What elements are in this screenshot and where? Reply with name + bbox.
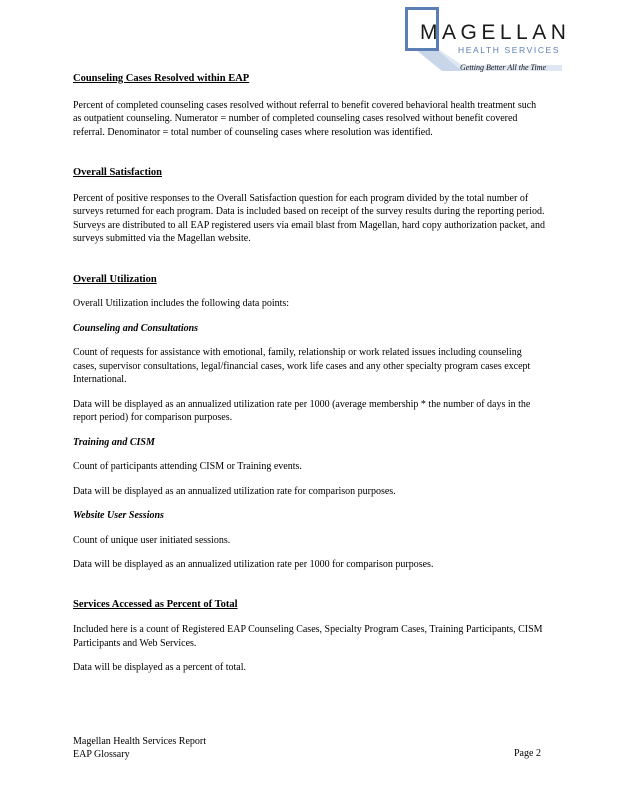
subsection-title: Training and CISM <box>73 436 155 448</box>
footer-document-name: EAP Glossary <box>73 749 130 760</box>
subsection-paragraph: Count of participants attending CISM or Training events. <box>73 461 302 472</box>
section-paragraph: Percent of positive responses to the Overall Satisfaction question for each program divided by the total number of surveys returned for each program. Data is included based on receipt of the survey results during the reporting period. Surveys are distributed to all EAP registered users via email blast from Magellan, hard copy authorization packet, and surveys submitted via the Magellan website. <box>73 192 545 244</box>
section-intro: Overall Utilization includes the following data points: <box>73 298 290 309</box>
logo-tagline: Getting Better All the Time <box>460 63 547 72</box>
section-heading: Counseling Cases Resolved within EAP <box>73 73 250 84</box>
section-paragraph: Percent of completed counseling cases resolved without referral to benefit covered behavioral health treatment such as outpatient counseling. Numerator = number of completed counseling cases resolved without benefit covered referral. Denominator = total number of counseling cases where resolution was identified. <box>73 99 537 138</box>
subsection-title: Counseling and Consultations <box>73 322 199 334</box>
page-number: Page 2 <box>514 748 541 759</box>
footer-report-title: Magellan Health Services Report <box>73 736 207 747</box>
magellan-logo <box>402 5 571 77</box>
subsection-paragraph: Count of requests for assistance with emotional, family, relationship or work related issues including counseling cases, supervisor consultations, legal/financial cases, work life cases and any other specialty program cases except International. <box>73 347 531 385</box>
section-heading: Overall Satisfaction <box>73 167 162 178</box>
section-heading: Overall Utilization <box>73 273 157 285</box>
subsection-title: Website User Sessions <box>73 510 164 521</box>
subsection-paragraph: Data will be displayed as an annualized utilization rate per 1000 (average membership * the number of days in the report period) for comparison purposes. <box>73 398 531 423</box>
subsection-paragraph: Count of unique user initiated sessions. <box>73 534 231 546</box>
glossary-content <box>73 72 545 675</box>
section-paragraph: Data will be displayed as a percent of total. <box>73 662 246 673</box>
logo-subtitle: HEALTH SERVICES <box>458 45 561 55</box>
subsection-paragraph: Data will be displayed as an annualized utilization rate per 1000 for comparison purposes. <box>73 559 434 570</box>
page-footer <box>73 735 206 761</box>
logo-wordmark: MAGELLAN <box>420 21 571 44</box>
section-heading: Services Accessed as Percent of Total <box>73 598 238 610</box>
subsection-paragraph: Data will be displayed as an annualized utilization rate for comparison purposes. <box>73 485 396 497</box>
section-paragraph: Included here is a count of Registered EAP Counseling Cases, Specialty Program Cases, Training Participants, CISM Participants and Web Services. <box>73 624 543 649</box>
